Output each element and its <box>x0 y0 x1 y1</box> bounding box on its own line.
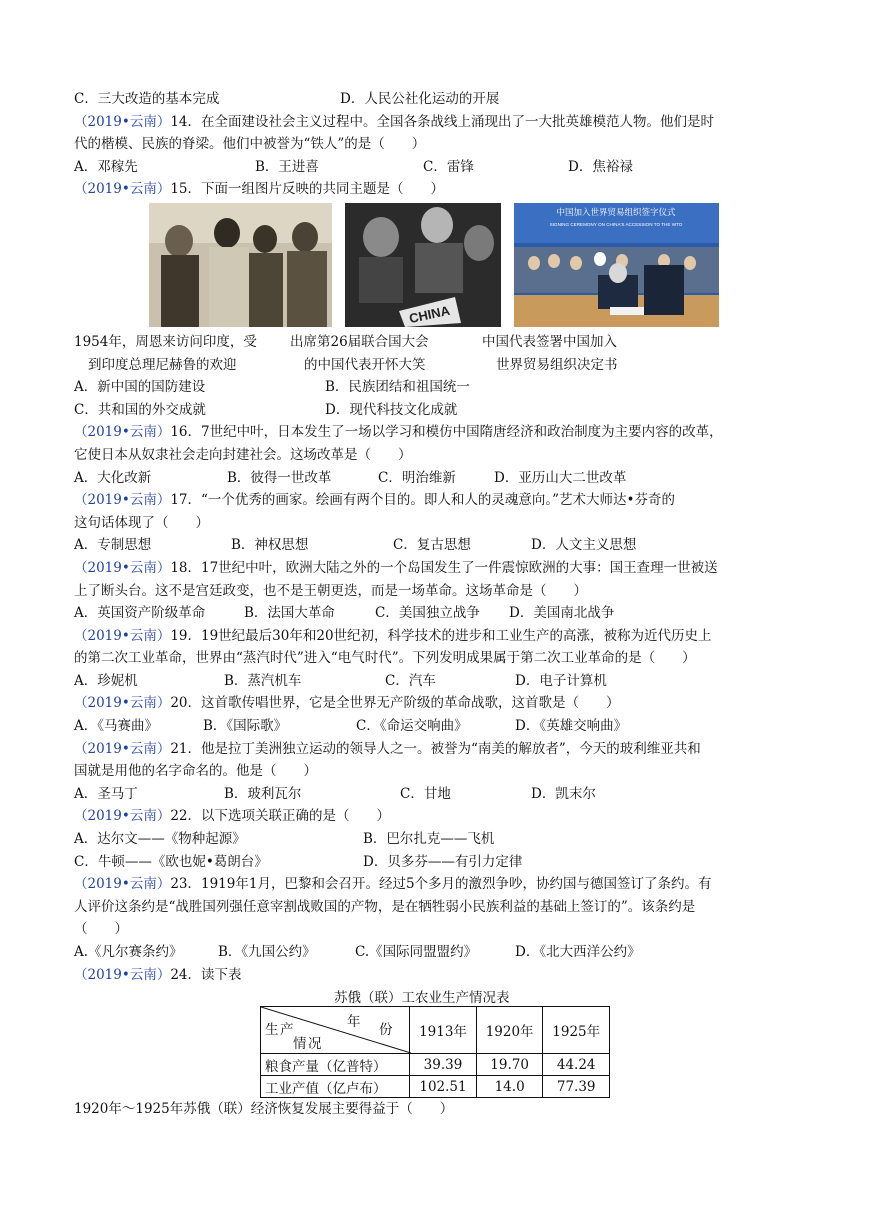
cell-industry-1920: 14.0 <box>476 1076 543 1098</box>
header-chan-char: 产 <box>280 1022 294 1039</box>
q15-option-b: B．民族团结和祖国统一 <box>325 379 470 396</box>
q16-options <box>74 467 799 490</box>
table-row-industry <box>261 1076 610 1098</box>
q17-source: （2019•云南） <box>74 492 171 509</box>
q20-options <box>74 715 799 738</box>
q18-stem-cont: 上了断头台。这不是宫廷政变，也不是王朝更迭，而是一场革命。这场革命是（ ） <box>74 582 587 599</box>
caption-3-line1: 中国代表签署中国加入 <box>482 333 617 350</box>
q24-stem <box>74 964 799 987</box>
q21-option-d: D．凯末尔 <box>531 785 596 802</box>
q15-stem <box>74 178 799 201</box>
q17-option-b: B．神权思想 <box>231 537 309 554</box>
q14-option-a: A．邓稼先 <box>74 158 138 175</box>
q22-source: （2019•云南） <box>74 808 171 825</box>
q19-option-c: C．汽车 <box>385 672 436 689</box>
q21-option-c: C．甘地 <box>400 785 451 802</box>
q19-text: 19．19世纪最后30年和20世纪初，科学技术的进步和工业生产的高涨，被称为近代历史上 <box>170 627 712 644</box>
exam-page <box>74 88 799 1121</box>
q23-stem-cont: 人评价这条约是“战胜国列强任意宰割战败国的产物，是在牺牲弱小民族利益的基础上签订的”。该条约是 <box>74 898 696 915</box>
q18-option-b: B．法国大革命 <box>244 605 335 622</box>
q17-stem-cont: 这句话体现了（ ） <box>74 514 209 531</box>
q22-options-row1 <box>74 828 799 851</box>
header-sheng-char: 生 <box>265 1022 279 1039</box>
q23-option-d: D．《北大西洋公约》 <box>515 944 641 960</box>
production-table <box>260 1006 610 1098</box>
cell-grain-1925: 44.24 <box>543 1054 610 1076</box>
q16-option-a: A．大化改新 <box>74 469 152 486</box>
row-label-industry: 工业产值（亿卢布） <box>261 1076 410 1098</box>
q19-option-d: D．电子计算机 <box>515 672 607 689</box>
q24-table-block <box>74 986 799 1098</box>
table-title: 苏俄（联）工农业生产情况表 <box>334 990 510 1007</box>
q19-options <box>74 670 799 693</box>
q16-option-d: D．亚历山大二世改革 <box>494 469 627 486</box>
q14-text: 14．在全面建设社会主义过程中。全国各条战线上涌现出了一大批英雄模范人物。他们是时 <box>170 113 715 130</box>
q17-option-c: C．复古思想 <box>393 537 471 554</box>
q15-option-c: C．共和国的外交成就 <box>74 401 206 418</box>
diagonal-header-cell <box>261 1007 410 1054</box>
q19-option-a: A．珍妮机 <box>74 672 138 689</box>
q15-text: 15．下面一组图片反映的共同主题是（ ） <box>170 181 445 198</box>
cell-industry-1925: 77.39 <box>543 1076 610 1098</box>
q15-option-d: D．现代科技文化成就 <box>325 401 458 418</box>
q21-option-b: B．玻利瓦尔 <box>224 785 302 802</box>
photo-zhou-nehru <box>149 203 332 327</box>
q24-source: （2019•云南） <box>74 966 171 983</box>
table-header-row <box>261 1007 610 1054</box>
q19-source: （2019•云南） <box>74 627 171 644</box>
q23-option-b: B．《九国公约》 <box>218 944 316 960</box>
table-row-grain <box>261 1054 610 1076</box>
q16-source: （2019•云南） <box>74 424 171 441</box>
q20-option-c: C．《命运交响曲》 <box>356 718 468 735</box>
q15-captions-row1 <box>74 331 799 354</box>
q15-source: （2019•云南） <box>74 181 171 198</box>
q16-stem <box>74 421 799 444</box>
q24-text: 24．读下表 <box>170 966 242 983</box>
q23-options <box>74 941 799 964</box>
q18-stem <box>74 557 799 580</box>
header-qing-char: 情 <box>293 1036 307 1053</box>
q14-option-d: D．焦裕禄 <box>568 158 633 175</box>
q15-captions-row2 <box>74 354 799 377</box>
q15-options-row1 <box>74 376 799 399</box>
wto-banner-title: 中国加入世界贸易组织签字仪式 <box>556 207 676 218</box>
cell-grain-1920: 19.70 <box>476 1054 543 1076</box>
q17-stem <box>74 489 799 512</box>
q21-source: （2019•云南） <box>74 740 171 757</box>
header-1920: 1920年 <box>476 1007 543 1054</box>
q23-option-c: C.《国际同盟盟约》 <box>355 944 478 960</box>
q14-option-c: C．雷锋 <box>423 158 474 175</box>
header-fen-char: 份 <box>379 1022 393 1039</box>
caption-2-line1: 出席第26届联合国大会 <box>290 333 429 350</box>
q23-text: 23．1919年1月，巴黎和会召开。经过5个多月的激烈争吵，协约国与德国签订了条约。有 <box>170 876 712 893</box>
header-1925: 1925年 <box>543 1007 610 1054</box>
q21-stem <box>74 738 799 761</box>
q21-options <box>74 783 799 806</box>
q16-stem-cont: 它使日本从奴隶社会走向封建社会。这场改革是（ ） <box>74 446 412 463</box>
q18-option-a: A．英国资产阶级革命 <box>74 605 206 622</box>
q15-options-row2 <box>74 399 799 422</box>
q20-source: （2019•云南） <box>74 695 171 712</box>
photo-un-delegation <box>345 203 501 327</box>
q23-stem <box>74 873 799 896</box>
q16-option-c: C．明治维新 <box>378 469 456 486</box>
q13-option-d: D．人民公社化运动的开展 <box>340 91 500 107</box>
q22-text: 22．以下选项关联正确的是（ ） <box>170 808 391 825</box>
q18-options <box>74 602 799 625</box>
q20-text: 20．这首歌传唱世界，它是全世界无产阶级的革命战歌，这首歌是（ ） <box>170 695 620 712</box>
q22-option-a: A．达尔文——《物种起源》 <box>74 831 246 848</box>
q22-option-b: B．巴尔扎克——飞机 <box>363 831 495 848</box>
q21-stem-cont: 国就是用他的名字命名的。他是（ ） <box>74 763 317 780</box>
caption-1-line1: 1954年，周恩来访问印度，受 <box>74 333 257 350</box>
q17-option-a: A．专制思想 <box>74 537 152 554</box>
q22-stem <box>74 805 799 828</box>
q13-option-c: C．三大改造的基本完成 <box>74 91 220 107</box>
q14-source: （2019•云南） <box>74 113 171 130</box>
q17-options <box>74 534 799 557</box>
caption-2-line2: 的中国代表开怀大笑 <box>304 356 426 373</box>
q14-stem <box>74 111 799 134</box>
header-1913: 1913年 <box>410 1007 477 1054</box>
q23-option-a: A.《凡尔赛条约》 <box>74 944 183 960</box>
q20-stem <box>74 692 799 715</box>
q15-photos <box>74 203 799 331</box>
q23-source: （2019•云南） <box>74 876 171 893</box>
china-sign-text: CHINA <box>407 302 452 326</box>
q14-stem-cont: 代的楷模、民族的脊梁。他们中被誉为“铁人”的是（ ） <box>74 136 426 153</box>
q16-option-b: B．彼得一世改革 <box>227 469 332 486</box>
q18-source: （2019•云南） <box>74 559 171 576</box>
q13-options <box>74 88 799 111</box>
q21-text: 21．他是拉丁美洲独立运动的领导人之一。被誉为“南美的解放者”，今天的玻利维亚共和 <box>170 740 701 757</box>
q23-stem-cont2: （ ） <box>74 921 128 938</box>
q19-stem-cont: 的第二次工业革命，世界由“蒸汽时代”进入“电气时代”。下列发明成果属于第二次工业革命的是（ ） <box>74 650 696 667</box>
row-label-grain: 粮食产量（亿普特） <box>261 1054 410 1076</box>
header-kuang-char: 况 <box>308 1036 322 1053</box>
q18-option-c: C．美国独立战争 <box>375 605 480 622</box>
photo-wto-signing <box>514 203 719 327</box>
caption-3-line2: 世界贸易组织决定书 <box>496 356 618 373</box>
q18-text: 18．17世纪中叶，欧洲大陆之外的一个岛国发生了一件震惊欧洲的大事：国王查理一世被送 <box>170 559 718 576</box>
q15-option-a: A．新中国的国防建设 <box>74 379 206 396</box>
q20-option-d: D．《英雄交响曲》 <box>515 718 628 735</box>
wto-banner-subtitle: SIGNING CEREMONY ON CHINA'S ACCESSION TO THE WTO <box>549 221 683 227</box>
q22-options-row2 <box>74 851 799 874</box>
q22-option-c: C．牛顿——《欧也妮•葛朗台》 <box>74 853 268 870</box>
q20-option-a: A．《马赛曲》 <box>74 718 158 735</box>
q16-text: 16．7世纪中叶，日本发生了一场以学习和模仿中国隋唐经济和政治制度为主要内容的改革， <box>170 424 723 441</box>
q19-option-b: B．蒸汽机车 <box>224 672 302 689</box>
q14-options <box>74 156 799 179</box>
q17-text: 17．“一个优秀的画家。绘画有两个目的。即人和人的灵魂意向。”艺术大师达•芬奇的 <box>170 492 676 509</box>
q24-question: 1920年～1925年苏俄（联）经济恢复发展主要得益于（ ） <box>74 1101 454 1118</box>
q21-option-a: A．圣马丁 <box>74 785 138 802</box>
q17-option-d: D．人文主义思想 <box>531 537 637 554</box>
cell-grain-1913: 39.39 <box>410 1054 477 1076</box>
q19-stem <box>74 625 799 648</box>
q22-option-d: D．贝多芬——有引力定律 <box>363 853 523 870</box>
caption-1-line2: 到印度总理尼赫鲁的欢迎 <box>88 356 237 373</box>
q20-option-b: B．《国际歌》 <box>203 718 288 735</box>
q18-option-d: D．美国南北战争 <box>509 605 615 622</box>
q14-option-b: B．王进喜 <box>255 158 319 175</box>
cell-industry-1913: 102.51 <box>410 1076 477 1098</box>
header-year-char: 年 <box>347 1014 361 1031</box>
